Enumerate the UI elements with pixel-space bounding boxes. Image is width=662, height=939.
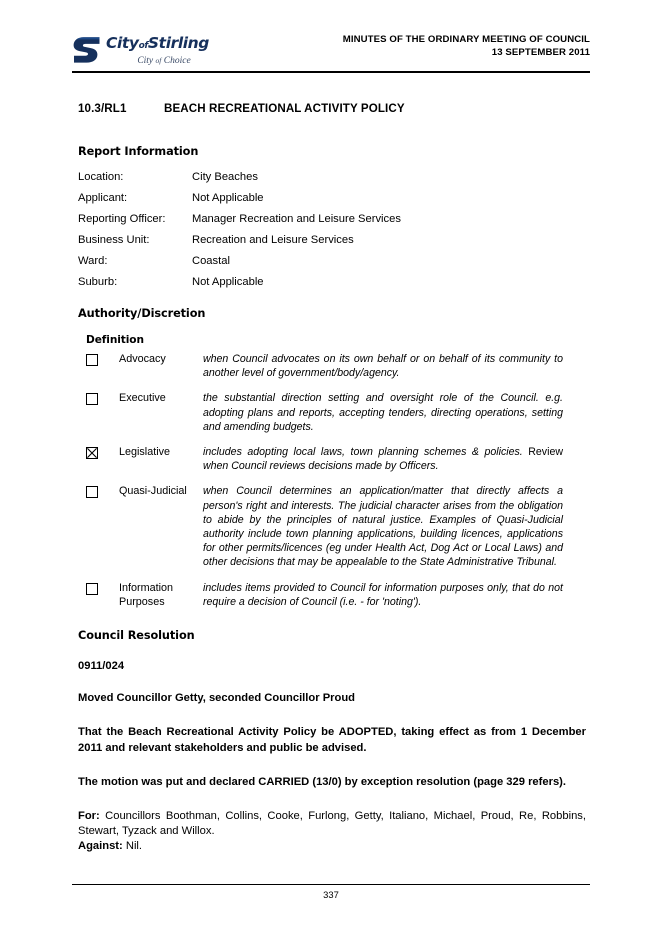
authority-discretion-heading: Authority/Discretion [78, 307, 206, 320]
definition-text-upright: Review [528, 446, 563, 459]
table-row [78, 272, 578, 293]
info-label: Applicant: [78, 192, 128, 204]
logo-name: CityofStirling [106, 34, 210, 52]
definition-text [203, 445, 563, 473]
checkbox-information-purposes[interactable] [86, 583, 98, 595]
checkbox-legislative[interactable] [86, 447, 98, 459]
resolution-moved: Moved Councillor Getty, seconded Councillor Proud [78, 692, 356, 705]
resolution-votes-against [78, 839, 586, 854]
stirling-s-mark-icon [72, 36, 102, 64]
checkbox-executive[interactable] [86, 393, 98, 405]
item-title [78, 102, 405, 115]
votes-against-label: Against: [78, 840, 123, 853]
info-value: Not Applicable [192, 276, 264, 288]
resolution-carried: The motion was put and declared CARRIED (13/0) by exception resolution (page 329 refers). [78, 775, 567, 788]
info-value: City Beaches [192, 171, 258, 183]
definition-label: Advocacy [119, 353, 166, 365]
info-value: Not Applicable [192, 192, 264, 204]
definition-label: Executive [119, 392, 166, 405]
table-row [78, 209, 578, 230]
logo-tagline: City of Choice [137, 56, 191, 66]
page-header [72, 33, 590, 71]
council-resolution-heading: Council Resolution [78, 629, 195, 642]
info-value: Coastal [192, 255, 230, 267]
checkbox-quasi-judicial[interactable] [86, 486, 98, 498]
report-information-table [78, 167, 578, 293]
header-title-line2: 13 SEPTEMBER 2011 [491, 46, 590, 58]
definition-text-part1: includes adopting local laws, town planning schemes & policies. [203, 446, 529, 459]
table-row [78, 251, 578, 272]
definition-text: when Council determines an application/matter that directly affects a person's right and interests. The judicial character arises from the obligation to abide by the principles of natural justice. Examples of Quasi-Judicial authority include town planning applications, building licences, applications for other permits/licences (eg under Health Act, Dog Act or Local Laws) and other decisions that may be appealable to the State Administrative Tribunal. [203, 485, 563, 569]
table-row [78, 188, 578, 209]
info-value: Manager Recreation and Leisure Services [192, 213, 401, 225]
checkbox-advocacy[interactable] [86, 354, 98, 366]
header-divider [72, 71, 590, 73]
list-item [86, 484, 576, 569]
list-item [86, 391, 576, 434]
authority-definition-list [86, 352, 576, 620]
info-label: Business Unit: [78, 234, 150, 246]
info-label: Location: [78, 171, 124, 183]
definition-text: when Council advocates on its own behalf or on behalf of its community to another level of government/body/agency. [203, 353, 563, 380]
votes-for-value: Councillors Boothman, Collins, Cooke, Furlong, Getty, Italiano, Michael, Proud, Re, Robbins, Stewart, Tyzack and Willox. [78, 810, 586, 838]
votes-for-label: For: [78, 810, 100, 823]
logo-wordmark [106, 35, 222, 67]
list-item [86, 445, 576, 473]
table-row [78, 230, 578, 251]
definition-label: Quasi-Judicial [119, 485, 187, 498]
resolution-motion: That the Beach Recreational Activity Policy be ADOPTED, taking effect as from 1 December 2011 and relevant stakeholders and public be advised. [78, 726, 586, 754]
resolution-votes-for [78, 809, 586, 839]
definition-text-part2: when Council reviews decisions made by Officers. [203, 460, 439, 473]
item-title-text: BEACH RECREATIONAL ACTIVITY POLICY [164, 102, 405, 115]
council-resolution-body [78, 659, 586, 855]
item-number: 10.3/RL1 [78, 102, 127, 115]
table-row [78, 167, 578, 188]
report-information-heading: Report Information [78, 145, 199, 158]
header-title-line1: MINUTES OF THE ORDINARY MEETING OF COUNCIL [342, 34, 590, 45]
definition-label: Legislative [119, 446, 171, 459]
info-value: Recreation and Leisure Services [192, 234, 354, 246]
city-of-stirling-logo [72, 35, 222, 71]
info-label: Ward: [78, 255, 108, 267]
page-number: 337 [323, 889, 339, 900]
footer-divider [72, 884, 590, 885]
info-label: Reporting Officer: [78, 213, 166, 225]
list-item [86, 352, 576, 380]
list-item [86, 581, 576, 609]
header-title [343, 34, 590, 59]
definition-label: Information Purposes [119, 581, 174, 608]
definition-text: the substantial direction setting and oversight role of the Council. e.g. adopting plans and reports, accepting tenders, directing operations, setting and amending budgets. [203, 392, 563, 433]
resolution-number: 0911/024 [78, 660, 125, 672]
votes-against-value: Nil. [122, 840, 143, 853]
info-label: Suburb: [78, 276, 118, 288]
definition-text: includes items provided to Council for information purposes only, that do not require a decision of Council (i.e. - for 'noting'). [203, 581, 563, 608]
definition-heading: Definition [86, 334, 144, 346]
